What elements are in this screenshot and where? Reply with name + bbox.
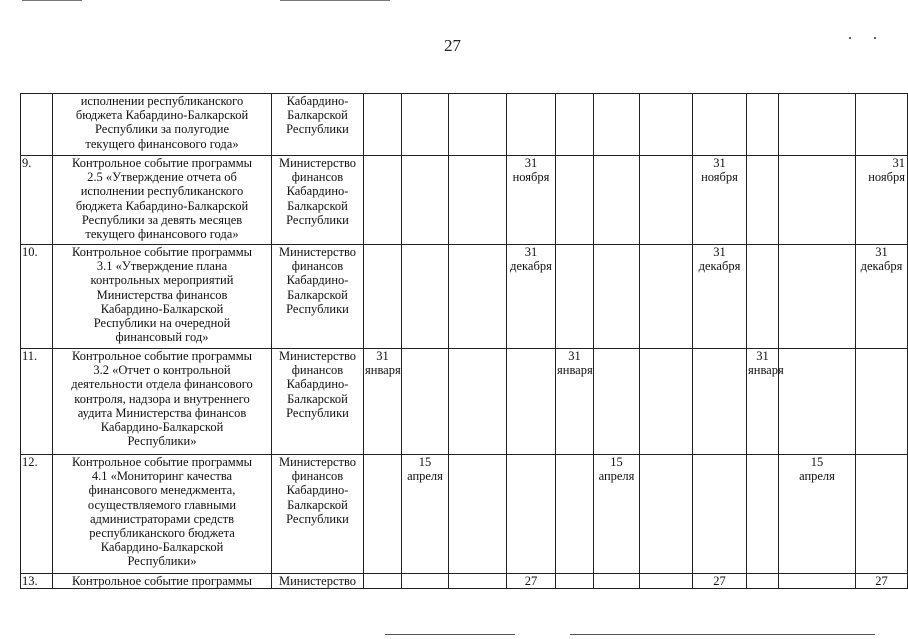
description-line: бюджета Кабардино-Балкарской [75,198,249,213]
description-line: финансового менеджмента, [88,483,236,498]
date-cell [693,455,747,574]
organization-line: Министерство [278,349,357,363]
date-cell [856,349,908,455]
row-number: 9. [21,156,53,245]
date-cell [449,349,507,455]
date-cell [556,349,594,455]
organization-line: финансов [291,363,344,378]
date-cell [449,245,507,349]
date-cell [747,349,784,455]
organization-line: Министерство [278,455,357,469]
footer-line-left [385,634,515,635]
organization-line: Министерство [278,245,357,259]
row-number: 13. [21,574,53,589]
date-cell [507,455,556,574]
organization-line: Балкарской [287,287,348,302]
date-month: ноября [701,170,738,185]
date-cell [640,349,693,455]
description-line: Кабардино-Балкарской [100,540,224,555]
date-cell [402,245,449,349]
organization-line: Министерство [278,574,357,588]
table-row [21,349,908,455]
description-line: бюджета Кабардино-Балкарской [75,108,249,123]
date-cell [640,455,693,574]
row-number: 11. [21,349,53,455]
date-month: декабря [698,259,741,274]
date-cell [594,574,640,589]
description-line: 3.2 «Отчет о контрольной [93,363,231,378]
date-month: декабря [510,259,552,274]
date-cell [640,94,693,156]
date-cell [594,349,640,455]
organization-line: Министерство [278,156,357,170]
description-line: контроля, надзора и внутреннего [74,391,250,406]
responsible-organization [272,349,364,455]
date-cell [556,574,594,589]
description-line: финансовый год» [115,330,209,345]
organization-line: Кабардино- [286,94,349,108]
description-line: администраторами средств [89,511,235,526]
table-row [21,455,908,574]
responsible-organization [272,574,364,589]
date-day: 31 [756,349,769,363]
description-line: Контрольное событие программы [71,156,253,170]
description-line: осуществляемого главными [87,497,237,512]
date-cell [507,245,556,349]
description-line: деятельности отдела финансового [71,377,253,392]
date-cell [747,455,779,574]
date-cell [402,455,449,574]
date-month: января [748,363,784,378]
organization-line: Кабардино- [286,273,349,288]
date-day: 31 [524,245,538,259]
date-day: 15 [610,455,623,469]
date-month: апреля [799,469,835,484]
description-line: исполнении республиканского [80,94,244,108]
date-cell [556,94,594,156]
date-cell [693,349,747,455]
description-line: Контрольное событие программы [71,349,253,363]
event-description [53,156,272,245]
description-line: Республики за девять месяцев [81,212,243,227]
date-month: апреля [407,469,443,484]
organization-line: Республики [286,122,349,137]
date-month: ноября [512,170,550,185]
row-number [21,94,53,156]
description-line: Республики на очередной [93,316,231,331]
description-line: Контрольное событие программы [71,574,253,588]
event-description [53,245,272,349]
date-cell: 27 [856,574,908,589]
date-cell [364,94,402,156]
organization-line: Республики [286,511,349,526]
date-day: 31 [376,349,389,363]
organization-line: Кабардино- [286,184,349,199]
row-number: 12. [21,455,53,574]
date-cell [594,156,640,245]
description-line: 3.1 «Утверждение плана [96,259,228,274]
date-cell [556,156,594,245]
date-cell [640,574,693,589]
description-line: исполнении республиканского [80,184,244,199]
date-cell [507,349,556,455]
organization-line: Кабардино- [286,483,349,498]
responsible-organization [272,455,364,574]
date-day: 31 [713,245,726,259]
date-month: апреля [598,469,635,484]
organization-line: Республики [286,405,349,420]
organization-line: Балкарской [287,391,348,406]
date-cell [507,156,556,245]
description-line: Министерства финансов [96,287,228,302]
control-events-table [20,93,908,589]
description-line: аудита Министерства финансов [77,405,247,420]
scan-mark-top-center [280,0,390,1]
organization-line: Балкарской [287,108,348,123]
description-line: республиканского бюджета [89,526,235,541]
date-cell [364,245,402,349]
date-cell [402,156,449,245]
description-line: Контрольное событие программы [71,455,253,469]
event-description [53,349,272,455]
date-cell [402,94,449,156]
description-line: 2.5 «Утверждение отчета об [87,170,237,185]
organization-line: финансов [291,259,344,274]
date-cell [747,94,779,156]
date-cell [856,245,908,349]
scan-mark-top-left [22,0,82,1]
date-day: 15 [810,455,824,469]
date-cell [747,245,779,349]
date-cell [693,245,747,349]
organization-line: Республики [286,212,349,227]
date-cell [856,94,908,156]
row-number: 10. [21,245,53,349]
date-month: января [365,363,401,378]
event-description [53,94,272,156]
responsible-organization [272,156,364,245]
organization-line: Кабардино- [286,377,349,392]
description-line: Республики за полугодие [94,122,229,137]
date-cell [779,574,856,589]
description-line: Республики» [127,434,197,449]
description-line: 4.1 «Мониторинг качества [91,469,233,484]
event-description [53,574,272,589]
responsible-organization [272,94,364,156]
date-cell [556,455,594,574]
table-row [21,94,908,156]
date-day: 15 [418,455,432,469]
description-line: Контрольное событие программы [71,245,253,259]
date-cell [449,574,507,589]
date-cell [693,94,747,156]
date-cell [779,94,856,156]
date-cell [693,156,747,245]
responsible-organization [272,245,364,349]
event-description [53,455,272,574]
date-cell [402,349,449,455]
date-cell [364,156,402,245]
date-cell [747,156,779,245]
date-cell: 27 [507,574,556,589]
date-cell [594,94,640,156]
organization-line: Республики [286,301,349,316]
date-cell [640,245,693,349]
description-line: Кабардино-Балкарской [100,420,224,435]
date-cell [779,245,856,349]
date-month: декабря [860,259,903,274]
description-line: контрольных мероприятий [90,273,234,288]
table-row [21,245,908,349]
date-cell [507,94,556,156]
date-cell [594,245,640,349]
date-cell [449,94,507,156]
table-row [21,574,908,589]
date-cell [747,574,779,589]
date-cell [402,574,449,589]
footer-line-right [570,634,875,635]
page-number: 27 [444,36,461,55]
description-line: текущего финансового года» [85,136,239,151]
organization-line: финансов [291,469,344,484]
date-day: 31 [568,349,581,363]
date-cell [779,455,856,574]
description-line: Республики» [127,554,197,569]
date-cell [364,455,402,574]
date-cell [640,156,693,245]
date-cell [779,349,856,455]
table-row [21,156,908,245]
date-day: 31 [875,245,888,259]
organization-line: Балкарской [287,497,348,512]
date-cell [449,455,507,574]
date-cell [779,156,856,245]
date-cell [364,574,402,589]
date-cell [556,245,594,349]
organization-line: финансов [291,170,344,185]
date-cell: 31 ноября [856,156,908,245]
date-cell [449,156,507,245]
date-day: 31 [713,156,726,170]
description-line: Кабардино-Балкарской [100,301,224,316]
date-day: 31 [524,156,538,170]
date-cell [364,349,402,455]
date-cell [594,455,640,574]
date-cell [856,455,908,574]
description-line: текущего финансового года» [85,227,239,242]
date-cell: 27 [693,574,747,589]
organization-line: Балкарской [287,198,348,213]
date-month: января [557,363,593,378]
